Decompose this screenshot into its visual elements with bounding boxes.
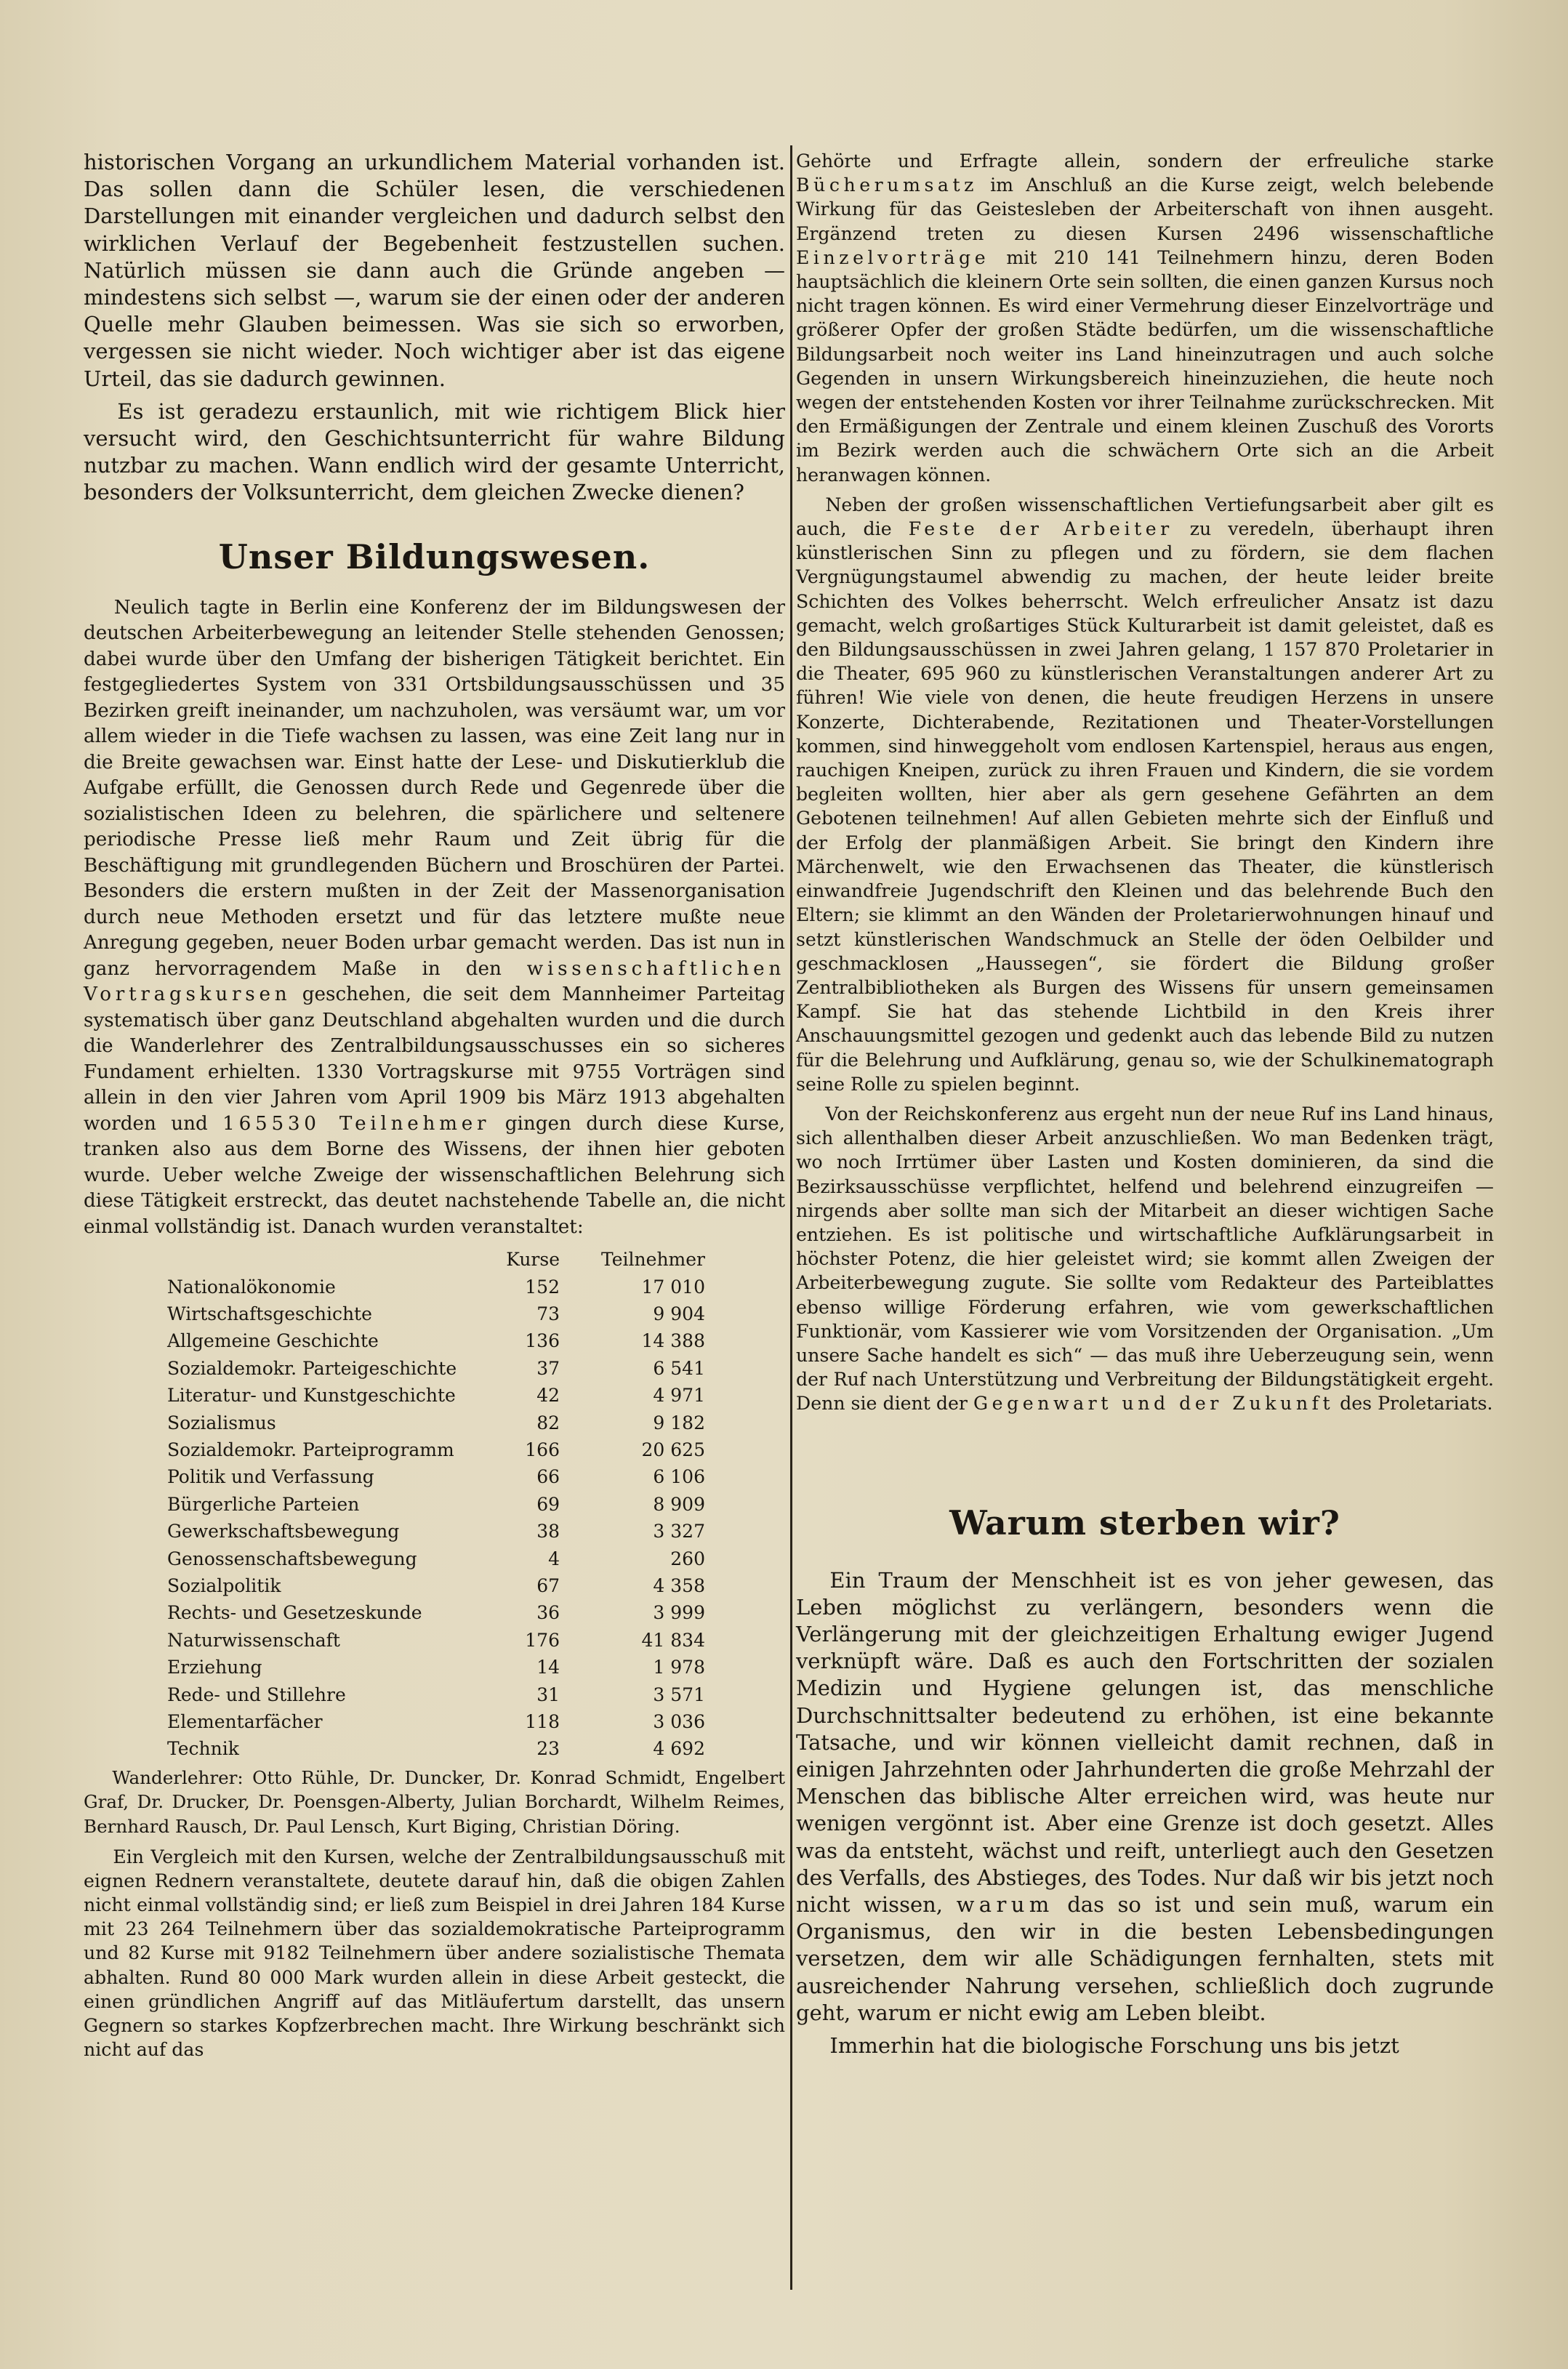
table-header-kurse: Kurse (506, 1249, 560, 1271)
table-row (167, 1274, 705, 1300)
intro-paragraph-1: historischen Vorgang an urkundlichem Material vorhanden ist. Das sollen dann die Schüler lesen, die verschiedenen Darstellungen mit einander vergleichen und dadurch selbst den wirklichen Verlauf der Begebenheit festzustellen suchen. Natürlich müssen sie dann auch die Gründe angeben — mindestens sich selbst —, warum sie der einen oder der anderen Quelle mehr Glauben beimessen. Was sie sich so erworben, vergessen sie nicht wieder. Noch wichtiger aber ist das eigene Urteil, das sie dadurch gewinnen. (84, 150, 785, 391)
table-cell-teilnehmer: 20 625 (641, 1439, 705, 1460)
table-row (167, 1599, 705, 1626)
article-bildungswesen-continuation-2 (796, 493, 1494, 1096)
table-cell-subject: Technik (167, 1738, 239, 1760)
table-row (167, 1572, 705, 1599)
text-run: geschehen, die seit dem Mannheimer Parteitag systematisch über ganz Deutschland abgehalten wurden und die durch die Wanderlehrer des Zentralbildungsausschusses ein so sicheres Fundament erhielten. 1330 Vortragskurse mit 9755 Vorträgen sind allein in den vier Jahren vom April 1909 bis März 1913 abgehalten worden und (84, 984, 785, 1135)
table-cell-kurse: 42 (536, 1385, 560, 1407)
text-run: Ein Traum der Menschheit ist es von jeher gewesen, das Leben möglichst zu verlängern, besonders wenn die Verlängerung mit der gleichzeitigen Erhaltung ewiger Jugend verknüpft wäre. Daß es auch den Fortschritten der sozialen Medizin und Hygiene gelungen ist, das menschliche Durchschnittsalter bedeutend zu erhöhen, ist eine bekannte Tatsache, und wir können vielleicht damit rechnen, daß in einigen Jahrzehnten oder Jahrhunderten die große Mehrzahl der Menschen das biblische Alter erreichen wird, was heute nur wenigen vergönnt ist. Aber eine Grenze ist doch gesetzt. Alles was da entsteht, wächst und reift, unterliegt auch den Gesetzen des Verfalls, des Abstieges, des Todes. Nur daß wir bis jetzt noch nicht wissen, (796, 1567, 1494, 1917)
article-sterben-paragraph-2: Immerhin hat die biologische Forschung uns bis jetzt (829, 2033, 1399, 2059)
table-cell-teilnehmer: 3 571 (653, 1684, 705, 1705)
table-cell-subject: Bürgerliche Parteien (167, 1493, 360, 1515)
table-cell-kurse: 67 (536, 1575, 560, 1597)
table-cell-teilnehmer: 9 182 (653, 1412, 705, 1433)
table-cell-teilnehmer: 4 358 (653, 1575, 705, 1597)
table-cell-kurse: 82 (536, 1412, 560, 1433)
table-cell-kurse: 152 (525, 1276, 560, 1298)
text-run: des Proletariats. (1340, 1393, 1493, 1415)
table-row (167, 1300, 705, 1327)
table-header-teilnehmer: Teilnehmer (601, 1249, 705, 1271)
wanderlehrer-paragraph: Wanderlehrer: Otto Rühle, Dr. Duncker, Dr. Konrad Schmidt, Engelbert Graf, Dr. Drucker, Dr. Poensgen-Alberty, Julian Borchardt, Wilhelm Reimes, Bernhard Rausch, Dr. Paul Lensch, Kurt Biging, Christian Döring. (84, 1766, 785, 1838)
vergleich-paragraph: Ein Vergleich mit den Kursen, welche der Zentralbildungsausschuß mit eignen Rednern veranstaltete, deutete darauf hin, daß die obigen Zahlen nicht einmal vollständig sind; er ließ zum Beispiel in drei Jahren 184 Kurse mit 23 264 Teilnehmern über das sozialdemokratische Parteiprogramm und 82 Kurse mit 9182 Teilnehmern über andere sozialistische Themata abhalten. Rund 80 000 Mark wurden allein in diese Arbeit gesteckt, die einen gründlichen Angriff auf das Mitläufertum darstellt, das unsern Gegnern so starkes Kopfzerbrechen macht. Ihre Wirkung beschränkt sich nicht auf das (84, 1846, 785, 2061)
table-cell-teilnehmer: 3 036 (653, 1711, 705, 1733)
table-cell-subject: Erziehung (167, 1657, 262, 1678)
table-cell-subject: Literatur- und Kunstgeschichte (167, 1385, 456, 1407)
table-row (167, 1681, 705, 1708)
table-row (167, 1654, 705, 1681)
table-cell-subject: Sozialismus (167, 1412, 276, 1433)
table-cell-teilnehmer: 3 999 (653, 1602, 705, 1624)
table-cell-kurse: 38 (536, 1521, 560, 1543)
table-cell-teilnehmer: 6 541 (653, 1357, 705, 1379)
table-cell-teilnehmer: 260 (670, 1548, 705, 1569)
emphasis-text: wissenschaftlichen Vortragskursen (84, 957, 786, 1006)
text-run: im Anschluß an die Kurse zeigt, welch belebende Wirkung für das Geistesleben der Arbeiterschaft von ihnen ausgeht. Ergänzend treten zu diesen Kursen 2496 wissenschaftliche (796, 174, 1494, 244)
table-cell-kurse: 23 (536, 1738, 560, 1760)
table-cell-subject: Sozialdemokr. Parteiprogramm (167, 1439, 454, 1460)
article-bildungswesen-continuation-3 (796, 1102, 1494, 1416)
table-header-row (167, 1246, 705, 1273)
table-cell-teilnehmer: 41 834 (641, 1629, 705, 1651)
table-cell-subject: Sozialpolitik (167, 1575, 281, 1597)
table-cell-subject: Nationalökonomie (167, 1276, 336, 1298)
article-title-bildungswesen: Unser Bildungswesen. (218, 536, 651, 576)
table-cell-subject: Rede- und Stillehre (167, 1684, 346, 1705)
text-run: Von der Reichskonferenz aus ergeht nun der neue Ruf ins Land hinaus, sich allenthalben dieser Arbeit anzuschließen. Wo man Bedenken trägt, wo noch Irrtümer über Lasten und Kosten dominieren, da sind die Bezirksausschüsse verpflichtet, helfend und belehrend einzugreifen — nirgends aber sollte man sich der Mitarbeit an dieser wichtigen Sache entziehen. Es ist politische und wirtschaftliche Aufklärungsarbeit in höchster Potenz, die hier geleistet wird; sie kommt allen Zweigen der Arbeiterbewegung zugute. Sie sollte vom Redakteur des Parteiblattes ebenso willige Förderung erfahren, wie vom gewerkschaftlichen Funktionär, vom Kassierer wie vom Vorsitzenden der Organisation. „Um unsere Sache handelt es sich“ — das muß ihre Ueberzeugung sein, wenn der Ruf nach Unterstützung und Verbreitung der Bildungstätigkeit ergeht. Denn sie dient der (796, 1103, 1494, 1415)
table-cell-teilnehmer: 1 978 (653, 1657, 705, 1678)
table-cell-teilnehmer: 6 106 (653, 1466, 705, 1488)
text-run: das so ist und sein muß, warum ein Organismus, den wir in die besten Lebensbedingungen versetzen, dem wir alle Schädigungen fernhalten, stets mit ausreichender Nahrung versehen, schließlich doch zugrunde geht, warum er nicht ewig am Leben bleibt. (796, 1892, 1495, 2025)
table-row (167, 1436, 705, 1463)
text-run: Neulich tagte in Berlin eine Konferenz der im Bildungswesen der deutschen Arbeiterbewegung an leitender Stelle stehenden Genossen; dabei wurde über den Umfang der bisherigen Tätigkeit berichtet. Ein festgegliedertes System von 331 Ortsbildungsausschüssen und 35 Bezirken greift ineinander, um nachzuholen, was versäumt war, um vor allem wieder in die Tiefe wachsen zu lassen, was eine Zeit lang nur in die Breite gewachsen war. Einst hatte der Lese- und Diskutierklub die Aufgabe erfüllt, die Genossen durch Rede und Gegenrede über die sozialistischen Ideen zu belehren, die spärlichere und seltenere periodische Presse ließ mehr Raum und Zeit übrig für die Beschäftigung mit grundlegenden Büchern und Broschüren der Partei. Besonders die erstern mußten in der Zeit der Massenorganisation durch neue Methoden ersetzt und für das letztere mußte neue Anregung gegeben, neuer Boden urbar gemacht werden. Das ist nun in ganz hervorragendem Maße in den (84, 596, 785, 980)
table-cell-kurse: 176 (525, 1629, 560, 1651)
emphasis-text: warum (956, 1892, 1054, 1917)
emphasis-text: 165530 Teilnehmer (222, 1112, 491, 1135)
table-cell-kurse: 4 (548, 1548, 560, 1569)
table-cell-kurse: 36 (536, 1602, 560, 1624)
text-run: Neben der großen wissenschaftlichen Vertiefungsarbeit aber gilt es auch, die (796, 494, 1494, 540)
table-header-subject (167, 1246, 487, 1273)
table-row (167, 1491, 705, 1518)
table-cell-subject: Sozialdemokr. Parteigeschichte (167, 1357, 457, 1379)
table-cell-teilnehmer: 9 904 (653, 1303, 705, 1324)
table-row (167, 1735, 705, 1762)
table-row (167, 1627, 705, 1654)
table-row (167, 1708, 705, 1735)
table-cell-teilnehmer: 8 909 (653, 1493, 705, 1515)
table-row (167, 1545, 705, 1572)
article-title-warum-sterben-wir: Warum sterben wir? (949, 1503, 1340, 1543)
table-cell-kurse: 69 (536, 1493, 560, 1515)
table-cell-kurse: 37 (536, 1357, 560, 1379)
article-sterben-paragraph-1 (796, 1567, 1494, 2027)
table-cell-teilnehmer: 17 010 (641, 1276, 705, 1298)
table-cell-teilnehmer: 4 971 (653, 1385, 705, 1407)
emphasis-text: Bücherumsatz (796, 174, 978, 196)
table-cell-teilnehmer: 4 692 (653, 1738, 705, 1760)
article-bildungswesen-continuation-1 (796, 149, 1494, 487)
table-cell-teilnehmer: 3 327 (653, 1521, 705, 1543)
text-run: gingen durch diese Kurse, tranken also aus dem Borne des Wissens, der ihnen hier geboten wurde. Ueber welche Zweige der wissenschaftlichen Belehrung sich diese Tätigkeit erstreckt, das deutet nachstehende Tabelle an, die nicht einmal vollständig ist. Danach wurden veranstaltet: (84, 1112, 786, 1238)
column-divider (790, 145, 792, 2290)
table-cell-subject: Naturwissenschaft (167, 1629, 340, 1651)
table-cell-subject: Genossenschaftsbewegung (167, 1548, 417, 1569)
table-cell-kurse: 73 (536, 1303, 560, 1324)
table-cell-kurse: 166 (525, 1439, 560, 1460)
emphasis-text: Feste der Arbeiter (908, 518, 1173, 540)
left-column (84, 149, 785, 2067)
table-row (167, 1409, 705, 1436)
table-cell-teilnehmer: 14 388 (641, 1330, 705, 1352)
table-cell-kurse: 14 (536, 1657, 560, 1678)
text-run: mit 210 141 Teilnehmern hinzu, deren Boden hauptsächlich die kleinern Orte sein sollten, die einen ganzen Kursus noch nicht tragen können. Es wird einer Vermehrung dieser Einzelvorträge und größerer Opfer der großen Städte bedürfen, um die wissenschaftliche Bildungsarbeit noch weiter ins Land hineinzutragen und auch solche Gegenden in unsern Wirkungsbereich hineinzuziehen, die heute noch wegen der entstehenden Kosten vor ihrer Teilnahme zurückschrecken. Mit den Ermäßigungen der Zentrale und einem kleinen Zuschuß des Vororts im Bezirk werden auch die schwächern Orte sich an die Arbeit heranwagen können. (796, 246, 1494, 486)
right-column (796, 149, 1494, 2065)
intro-paragraph-2: Es ist geradezu erstaunlich, mit wie richtigem Blick hier versucht wird, den Geschichtsunterricht für wahre Bildung nutzbar zu machen. Wann endlich wird der gesamte Unterricht, besonders der Volksunterricht, dem gleichen Zwecke dienen? (84, 398, 785, 505)
table-cell-subject: Allgemeine Geschichte (167, 1330, 379, 1352)
text-run: Gehörte und Erfragte allein, sondern der erfreuliche starke (796, 150, 1494, 172)
table-cell-kurse: 66 (536, 1466, 560, 1488)
text-run: zu veredeln, überhaupt ihren künstlerischen Sinn zu pflegen und zu fördern, sie dem flachen Vergnügungstaumel abwendig zu machen, der heute leider breite Schichten des Volkes beherrscht. Welch erfreulicher Ansatz ist dazu gemacht, welch großartiges Stück Kulturarbeit ist damit geleistet, daß es den Bildungsausschüssen in zwei Jahren gelang, 1 157 870 Proletarier in die Theater, 695 960 zu künstlerischen Veranstaltungen anderer Art zu führen! Wie viele von denen, die heute freudigen Herzens in unsere Konzerte, Dichterabende, Rezitationen und Theater-Vorstellungen kommen, sind hinweggeholt vom endlosen Kartenspiel, heraus aus engen, rauchigen Kneipen, zurück zu ihren Frauen und Kindern, die sie vordem begleiten wollten, hier aber als gern gesehene Gefährten an dem Gebotenen teilnehmen! Auf allen Gebieten mehrte sich der Einfluß und der Erfolg der planmäßigen Arbeit. Sie bringt den Kindern ihre Märchenwelt, wie den Erwachsenen das Theater, die künstlerisch einwandfreie Jugendschrift den Kleinen und das belehrende Buch den Eltern; sie klimmt an den Wänden der Proletarierwohnungen hinauf und setzt künstlerischen Wandschmuck an Stelle der öden Oelbilder und geschmacklosen „Haussegen“, sie fördert die Bildung großer Zentralbibliotheken als Burgen des Wissens für unsern gemeinsamen Kampf. Sie hat das stehende Lichtbild in den Kreis ihrer Anschauungsmittel gezogen und gedenkt auch das lebende Bild zu nutzen für die Belehrung und Aufklärung, genau so, wie der Schulkinematograph seine Rolle zu spielen beginnt. (796, 518, 1495, 1095)
table-cell-subject: Rechts- und Gesetzeskunde (167, 1602, 422, 1624)
table-cell-kurse: 118 (525, 1711, 560, 1733)
table-row (167, 1327, 705, 1354)
table-body (167, 1274, 705, 1763)
table-cell-subject: Gewerkschaftsbewegung (167, 1521, 400, 1543)
table-cell-kurse: 31 (536, 1684, 560, 1705)
table-cell-subject: Politik und Verfassung (167, 1466, 374, 1488)
table-row (167, 1382, 705, 1409)
table-row (167, 1463, 705, 1490)
table-cell-subject: Wirtschaftsgeschichte (167, 1303, 372, 1324)
emphasis-text: Einzelvorträge (796, 246, 990, 268)
emphasis-text: Gegenwart und der Zukunft (973, 1393, 1335, 1415)
table-cell-kurse: 136 (525, 1330, 560, 1352)
table-cell-subject: Elementarfächer (167, 1711, 323, 1733)
article-bildungswesen-paragraph-1 (84, 595, 785, 1241)
table-row (167, 1518, 705, 1545)
table-row (167, 1355, 705, 1382)
courses-table (167, 1246, 705, 1763)
